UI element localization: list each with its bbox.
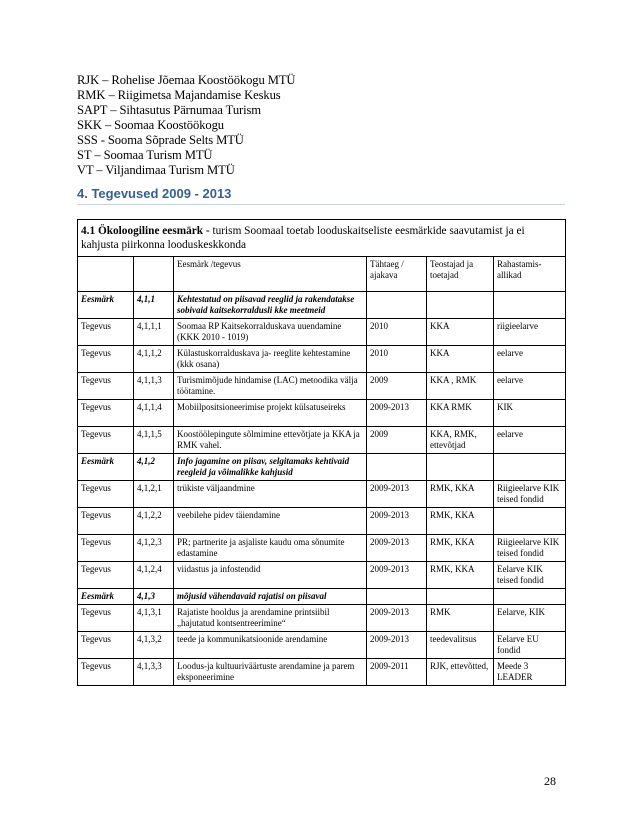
activity-row <box>78 319 566 346</box>
table-cell: Loodus-ja kultuuriväärtuste arendamine ja parem eksponeerimine <box>174 659 367 686</box>
table-cell: Külastuskorralduskava ja- reeglite kehtestamine (kkk osana) <box>174 346 367 373</box>
table-cell: KKA RMK <box>427 400 494 427</box>
table-cell: Kehtestatud on piisavad reeglid ja rakendatakse sobivaid kaitsekorraldusli kke meetmeid <box>174 292 367 319</box>
table-cell: Tegevus <box>78 319 134 346</box>
table-cell: Riigieelarve KIK teised fondid <box>494 481 566 508</box>
table-cell <box>367 292 427 319</box>
header-cell <box>78 257 134 292</box>
header-cell: Teostajad ja toetajad <box>427 257 494 292</box>
table-cell: RMK <box>427 605 494 632</box>
abbreviation-item: ST – Soomaa Turism MTÜ <box>77 148 213 162</box>
table-cell: Info jagamine on piisav, selgitamaks kehtivaid reegleid ja võimalikke kahjusid <box>174 454 367 481</box>
table-cell: Eesmärk <box>78 454 134 481</box>
abbreviation-item: SAPT – Sihtasutus Pärnumaa Turism <box>77 103 262 117</box>
table-cell: 2009-2011 <box>367 659 427 686</box>
abbreviation-item: VT – Viljandimaa Turism MTÜ <box>77 163 235 177</box>
table-cell: teede ja kommunikatsioonide arendamine <box>174 632 367 659</box>
table-cell: 2009-2013 <box>367 481 427 508</box>
table-cell: KIK <box>494 400 566 427</box>
table-cell: 4,1,3 <box>134 589 174 605</box>
table-cell: Tegevus <box>78 427 134 454</box>
header-row <box>78 257 566 292</box>
table-cell: RMK, KKA <box>427 535 494 562</box>
table-cell: 4,1,1,2 <box>134 346 174 373</box>
goal-row <box>78 589 566 605</box>
table-cell: 4,1,1,4 <box>134 400 174 427</box>
table-cell: veebilehe pidev täiendamine <box>174 508 367 535</box>
table-cell: Soomaa RP Kaitsekorralduskava uuendamine (KKK 2010 - 1019) <box>174 319 367 346</box>
activity-row <box>78 373 566 400</box>
table-cell: 2009-2013 <box>367 562 427 589</box>
table-cell <box>427 589 494 605</box>
table-cell <box>494 589 566 605</box>
table-cell: Eelarve KIK teised fondid <box>494 562 566 589</box>
activities-table <box>77 219 566 686</box>
table-cell: Tegevus <box>78 346 134 373</box>
table-cell: Tegevus <box>78 605 134 632</box>
caption-text: turism Soomaal toetab looduskaitseliste eesmärkide saavutamist ja ei kahjusta piirkonna looduskeskkonda <box>81 225 525 251</box>
activity-row <box>78 481 566 508</box>
table-cell: 4,1,1,5 <box>134 427 174 454</box>
activity-row <box>78 508 566 535</box>
abbreviation-item: RJK – Rohelise Jõemaa Koostöökogu MTÜ <box>77 73 296 87</box>
header-cell <box>134 257 174 292</box>
table-cell: Rajatiste hooldus ja arendamine printsiibil „hajutatud kontsentreerimine“ <box>174 605 367 632</box>
activity-row <box>78 427 566 454</box>
table-cell: 4,1,1,1 <box>134 319 174 346</box>
table-cell <box>367 589 427 605</box>
activity-row <box>78 400 566 427</box>
table-cell: Tegevus <box>78 535 134 562</box>
table-cell <box>494 454 566 481</box>
table-cell: KKA <box>427 319 494 346</box>
table-cell <box>427 292 494 319</box>
abbreviation-item: RMK – Riigimetsa Majandamise Keskus <box>77 88 281 102</box>
abbreviation-list <box>77 73 295 178</box>
table-cell: Koostöölepingute sõlmimine ettevõtjate ja KKA ja RMK vahel. <box>174 427 367 454</box>
table-cell: 2009 <box>367 427 427 454</box>
table-cell: RMK, KKA <box>427 481 494 508</box>
table-cell: 2009 <box>367 373 427 400</box>
table-cell: Tegevus <box>78 508 134 535</box>
table-cell: Tegevus <box>78 400 134 427</box>
table-cell: 4,1,2,2 <box>134 508 174 535</box>
section-heading: 4. Tegevused 2009 - 2013 <box>77 186 565 205</box>
header-cell: Eesmärk /tegevus <box>174 257 367 292</box>
activity-row <box>78 659 566 686</box>
page-number: 28 <box>544 774 556 788</box>
table-cell: 4,1,3,2 <box>134 632 174 659</box>
table-cell: Meede 3 LEADER <box>494 659 566 686</box>
table-cell: Tegevus <box>78 562 134 589</box>
activity-row <box>78 535 566 562</box>
table-cell: Eelarve, KIK <box>494 605 566 632</box>
table-cell <box>367 454 427 481</box>
table-cell: PR; partnerite ja asjaliste kaudu oma sõnumite edastamine <box>174 535 367 562</box>
activity-row <box>78 562 566 589</box>
table-cell <box>494 508 566 535</box>
table-cell <box>494 292 566 319</box>
table-cell <box>427 454 494 481</box>
table-cell: 2010 <box>367 346 427 373</box>
table-cell: 4,1,3,3 <box>134 659 174 686</box>
table-cell: 4,1,2 <box>134 454 174 481</box>
table-cell: Riigieelarve KIK teised fondid <box>494 535 566 562</box>
table-cell: 2009-2013 <box>367 400 427 427</box>
goal-row <box>78 454 566 481</box>
table-cell: Eelarve EU fondid <box>494 632 566 659</box>
table-cell: Mobiilpositsioneerimise projekt külsatuseireks <box>174 400 367 427</box>
header-cell: Tähtaeg / ajakava <box>367 257 427 292</box>
table-cell: teedevalitsus <box>427 632 494 659</box>
table-cell: 2009-2013 <box>367 605 427 632</box>
table-cell: 4,1,2,1 <box>134 481 174 508</box>
activity-row <box>78 605 566 632</box>
table-cell: RMK, KKA <box>427 508 494 535</box>
table-cell: Tegevus <box>78 632 134 659</box>
table-cell: 4,1,1,3 <box>134 373 174 400</box>
activity-row <box>78 346 566 373</box>
table-cell: 2009-2013 <box>367 535 427 562</box>
table-cell: 2009-2013 <box>367 508 427 535</box>
header-cell: Rahastamis-allikad <box>494 257 566 292</box>
abbreviation-item: SSS - Sooma Sõprade Selts MTÜ <box>77 133 244 147</box>
table-cell: Turismimõjude hindamise (LAC) metoodika välja töötamine. <box>174 373 367 400</box>
table-cell: 4,1,2,3 <box>134 535 174 562</box>
table-cell: 2010 <box>367 319 427 346</box>
table-cell: 4,1,2,4 <box>134 562 174 589</box>
table-cell: eelarve <box>494 427 566 454</box>
table-cell: KKA , RMK <box>427 373 494 400</box>
table-cell: KKA <box>427 346 494 373</box>
table-cell: trükiste väljaandmine <box>174 481 367 508</box>
table-cell: Tegevus <box>78 659 134 686</box>
table-cell: Tegevus <box>78 481 134 508</box>
table-cell: 4,1,3,1 <box>134 605 174 632</box>
activity-row <box>78 632 566 659</box>
table-cell: Eesmärk <box>78 589 134 605</box>
table-cell: Eesmärk <box>78 292 134 319</box>
table-cell: eelarve <box>494 346 566 373</box>
table-cell: RJK, ettevõtted, <box>427 659 494 686</box>
caption-bold: 4.1 Ökoloogiline eesmärk - <box>81 225 210 237</box>
table-cell: riigieelarve <box>494 319 566 346</box>
table-cell: 2009-2013 <box>367 632 427 659</box>
table-cell: viidastus ja infostendid <box>174 562 367 589</box>
table-cell: RMK, KKA <box>427 562 494 589</box>
table-caption <box>78 220 566 257</box>
table-cell: mõjusid vähendavaid rajatisi on piisaval <box>174 589 367 605</box>
abbreviation-item: SKK – Soomaa Koostöökogu <box>77 118 224 132</box>
table-cell: 4,1,1 <box>134 292 174 319</box>
table-cell: eelarve <box>494 373 566 400</box>
table-cell: KKA, RMK, ettevõtjad <box>427 427 494 454</box>
table-cell: Tegevus <box>78 373 134 400</box>
goal-row <box>78 292 566 319</box>
